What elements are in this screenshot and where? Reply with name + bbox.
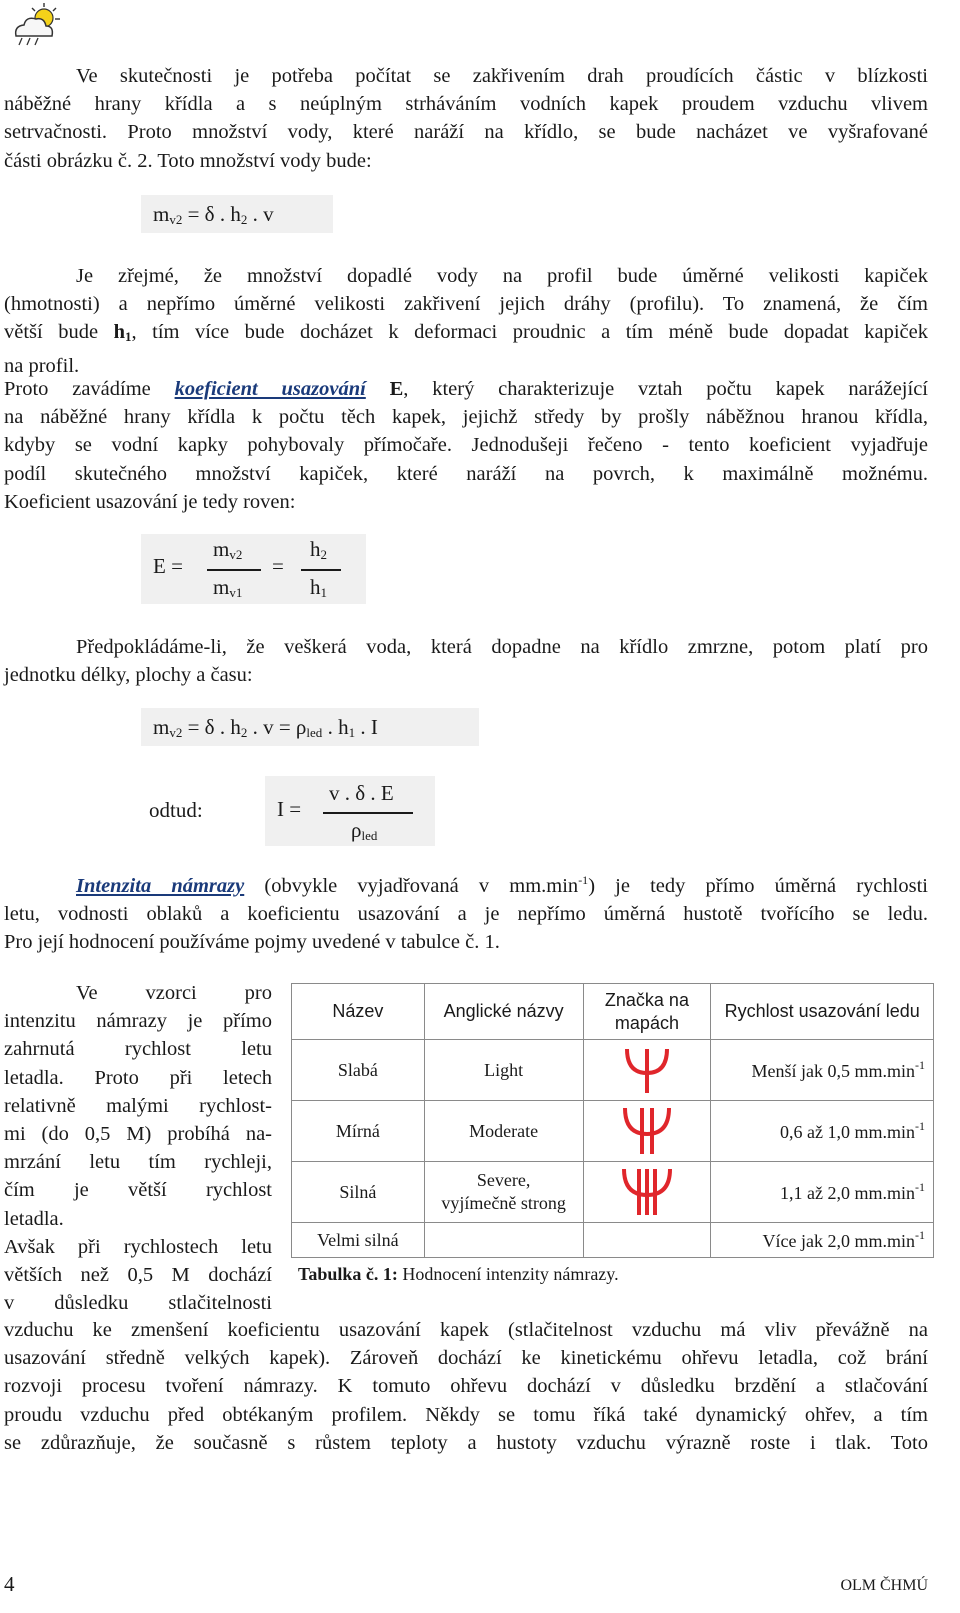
- paragraph-assumption: [4, 633, 928, 689]
- text-line: relativně malými rychlost-: [4, 1094, 272, 1117]
- text-line: mrzání letu tím rychleji,: [4, 1151, 272, 1174]
- cell-symbol: [583, 1162, 711, 1223]
- equation-coefficient-E: E = $m_{v2}$ $m_{v1}$ = $h_2$ $h_1$: [141, 534, 366, 604]
- icing-light-symbol-icon: [617, 1041, 677, 1095]
- paragraph-compressibility: [4, 1316, 928, 1457]
- text-line: kdyby se vodní kapky pohybovaly přímočaře. Jednodušeji řečeno - tento koeficient vyjadřuje: [4, 434, 928, 457]
- text-line: podíl skutečného množství kapiček, které naráží na povrch, k maximálně možnému.: [4, 462, 928, 485]
- text-line: na profil.: [4, 354, 80, 377]
- text-line: jednotku délky, plochy a času:: [4, 664, 253, 687]
- text-line: mi (do 0,5 M) probíhá na-: [4, 1123, 272, 1146]
- text-line: setrvačnosti. Proto množství vody, které naráží na křídlo, se bude nacházet ve vyšrafované: [4, 121, 928, 144]
- table-row: [292, 1162, 934, 1223]
- text-line: na náběžné hrany křídla k počtu těch kapek, jejichž středy by prošly náběžnou hranou křídla,: [4, 406, 928, 429]
- footer-organization: OLM ČHMÚ: [840, 1577, 928, 1594]
- cell-english: Severe, vyjímečně strong: [424, 1162, 583, 1223]
- text-line: Koeficient usazování je tedy roven:: [4, 490, 296, 513]
- side-column-text: [4, 979, 272, 1317]
- cell-name: Velmi silná: [292, 1223, 425, 1258]
- icing-intensity-table: [291, 983, 934, 1258]
- text-line: větších než 0,5 M dochází: [4, 1264, 272, 1287]
- cell-symbol: [583, 1223, 711, 1258]
- cell-symbol: [583, 1101, 711, 1162]
- table-row: [292, 1223, 934, 1258]
- cell-rate: Více jak 2,0 $mm.\min^{-1}$: [711, 1223, 934, 1258]
- header-rychlost: Rychlost usazování ledu: [711, 984, 934, 1040]
- text-line: náběžné hrany křídla a s neúplným strháváním vodních kapek proudem vzduchu vlivem: [4, 93, 928, 116]
- equation-label-odtud: odtud:: [141, 789, 239, 831]
- cell-english: Moderate: [424, 1101, 583, 1162]
- link-koeficient-usazovani[interactable]: koeficient usazování: [174, 378, 366, 400]
- text-line: usazování středně velkých kapek). Zároveň dochází ke kinetickému ohřevu letadla, což brání: [4, 1347, 928, 1370]
- equation-balance: $m_{v2} = \delta$ . $h_2$ . $v = \rho_{led}$ . $h_1$ . I: [141, 708, 479, 746]
- header-anglicke-nazvy: Anglické názvy: [424, 984, 583, 1040]
- text-line: intenzitu námrazy je přímo: [4, 1010, 272, 1033]
- paragraph-intensity: [4, 866, 928, 957]
- cell-name: Mírná: [292, 1101, 425, 1162]
- text-line: letu, vodnosti oblaků a koeficientu usazování a je nepřímo úměrná hustotě tvořícího se ledu.: [4, 903, 928, 926]
- text-line: v důsledku stlačitelnosti: [4, 1292, 272, 1315]
- text-line: části obrázku č. 2. Toto množství vody bude:: [4, 149, 372, 172]
- text-line: proudu vzduchu před obtékaným profilem. Někdy se tomu říká také dynamický ohřev, a tím: [4, 1403, 928, 1426]
- page-number: 4: [4, 1572, 15, 1596]
- cell-rate: 0,6 až 1,0 $mm.\min^{-1}$: [711, 1101, 934, 1162]
- table-header-row: [292, 984, 934, 1040]
- paragraph-intro: [4, 62, 928, 175]
- text-line: letadla.: [4, 1207, 64, 1230]
- text-line: letadla. Proto při letech: [4, 1066, 272, 1089]
- link-intenzita-namrazy[interactable]: Intenzita námrazy: [76, 875, 245, 897]
- cell-name: Silná: [292, 1162, 425, 1223]
- icing-severe-symbol-icon: [617, 1163, 677, 1217]
- equation-intensity: I = v . δ . E $\rho_{led}$: [265, 776, 435, 846]
- text-line: Předpokládáme-li, že veškerá voda, která dopadne na křídlo zmrzne, potom platí pro: [76, 636, 928, 658]
- table-row: [292, 1101, 934, 1162]
- text-line: Ve skutečnosti je potřeba počítat se zakřivením drah proudících částic v blízkosti: [76, 65, 928, 87]
- sun-cloud-icon: [8, 0, 64, 46]
- header-nazev: Název: [292, 984, 425, 1040]
- header-znacka: Značka na mapách: [583, 984, 711, 1040]
- cell-english: Light: [424, 1040, 583, 1101]
- table-row: [292, 1040, 934, 1101]
- paragraph-deposition: [4, 262, 928, 380]
- icing-moderate-symbol-icon: [617, 1102, 677, 1156]
- text-line: Ve vzorci pro: [76, 982, 272, 1004]
- cell-rate: 1,1 až 2,0 $mm.\min^{-1}$: [711, 1162, 934, 1223]
- text-line: větší bude $h_1$, tím více bude docházet k deformaci proudnic a tím méně bude dopadat kapiček: [4, 321, 928, 345]
- text-line: zahrnutá rychlost letu: [4, 1038, 272, 1061]
- equation-mv2: $m_{v2} = \delta$ . $h_2$ . v: [141, 195, 333, 233]
- text-line: (hmotnosti) a nepřímo úměrné velikosti zakřivení jejich dráhy (profilu). To znamená, že čím: [4, 293, 928, 316]
- text-line: Intenzita námrazy (obvykle vyjadřovaná v $mm.\min^{-1}$) je tedy přímo úměrná rychlosti: [76, 873, 928, 897]
- cell-rate: Menší jak 0,5 $mm.\min^{-1}$: [711, 1040, 934, 1101]
- text-line: vzduchu ke zmenšení koeficientu usazování kapek (stlačitelnost vzduchu má vliv převážně na: [4, 1319, 928, 1341]
- table-caption: Tabulka č. 1: Hodnocení intenzity námrazy.: [298, 1264, 619, 1284]
- text-line: Avšak při rychlostech letu: [4, 1235, 272, 1258]
- text-line: se zdůrazňuje, že současně s růstem teploty a hustoty vzduchu výrazně roste i tlak. Toto: [4, 1431, 928, 1454]
- text-line: rozvoji procesu tvoření námrazy. K tomuto ohřevu dochází v důsledku brzdění a stlačování: [4, 1375, 928, 1398]
- paragraph-coefficient: [4, 375, 928, 516]
- cell-english: [424, 1223, 583, 1258]
- cell-symbol: [583, 1040, 711, 1101]
- text-line: Proto zavádíme koeficient usazování E, který charakterizuje vztah počtu kapek narážející: [4, 378, 928, 400]
- text-line: Je zřejmé, že množství dopadlé vody na profil bude úměrné velikosti kapiček: [76, 265, 928, 287]
- text-line: čím je větší rychlost: [4, 1179, 272, 1202]
- cell-name: Slabá: [292, 1040, 425, 1101]
- text-line: Pro její hodnocení používáme pojmy uvedené v tabulce č. 1.: [4, 931, 500, 954]
